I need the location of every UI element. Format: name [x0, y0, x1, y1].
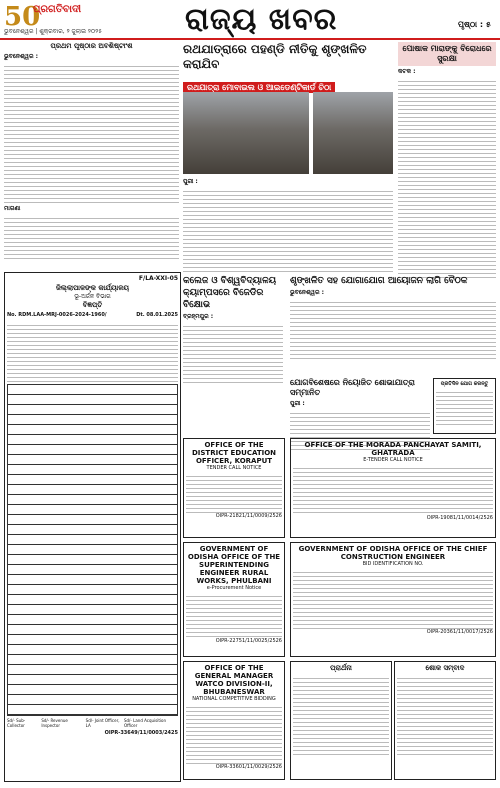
ad-3-body [186, 593, 282, 638]
ad-2-body [293, 465, 493, 515]
obituary-box [394, 661, 496, 780]
main-byline: ପୁରୀ : [183, 178, 198, 185]
ad-1-title: OFFICE OF THE DISTRICT EDUCATION OFFICER, KORAPUT [191, 441, 277, 465]
right-headline: ପୋଷାକ ମାରାଙ୍କୁ ବିରୋଧରେ ସୁରକ୍ଷା [398, 42, 496, 66]
main-story-body [183, 178, 393, 274]
sign-2: Sd/- Revenue Inspector [41, 718, 68, 728]
notice-no: No. RDM.LAA-MRJ-0026-2024-1960/ [7, 312, 107, 318]
notice-title: ବିଜ୍ଞପ୍ତି [82, 301, 103, 309]
ad-5 [183, 661, 285, 780]
ad-4-body [293, 569, 493, 629]
page-number: ପୃଷ୍ଠା : ୫ [458, 20, 491, 29]
obituary-body [397, 675, 493, 755]
notice-dept: ଭୂ-ଅର୍ଜନ ବିଭାଗ [74, 293, 111, 300]
ad-4-title: GOVERNMENT OF ODISHA OFFICE OF THE CHIEF CONSTRUCTION ENGINEER [298, 545, 488, 561]
mid-headline-3: ଯୋଗବିଶେଷରେ ନିୟୋଜିତ ଶୋଭାଯାତ୍ରା ସମ୍ମାନିତ [290, 378, 415, 397]
main-body-text [183, 188, 393, 274]
left-body-text-2 [4, 215, 179, 261]
left-section2-head: ମାଗଣା [4, 205, 21, 212]
ad-2-sub: E-TENDER CALL NOTICE [363, 457, 423, 463]
mid-body-2 [290, 299, 496, 359]
ad-3-opr: OIPR-22751/11/0025/2526 [215, 638, 282, 644]
mid-byline-1: ବ୍ରହ୍ମପୁର : [183, 313, 214, 320]
ad-2-opr: OIPR-19081/11/0014/2526 [426, 515, 493, 521]
ad-3-sub: e-Procurement Notice [206, 585, 262, 591]
anniversary-logo: 50 [4, 2, 41, 32]
left-kicker: ପ୍ରଥମ ପୃଷ୍ଠାର ଅବଶିଷ୍ଟାଂଶ [50, 42, 133, 50]
sidebar-box-1-title: ପ୍ରତିଦିନ ଯୋଗ କରନ୍ତୁ [440, 381, 489, 387]
ad-4 [290, 542, 496, 657]
ad-4-sub: BID IDENTIFICATION NO. [362, 561, 424, 567]
mid-byline-3: ପୁରୀ : [290, 400, 305, 407]
main-story [183, 42, 393, 116]
mid-byline-2: ଭୁବନେଶ୍ୱର : [290, 289, 324, 296]
main-photo-2 [313, 92, 393, 174]
prayer-box [290, 661, 392, 780]
right-column [398, 42, 496, 278]
mid-story-1 [183, 275, 283, 383]
ad-1 [183, 438, 285, 538]
mid-headline-2: ଶୃଙ୍ଖଳିତ ସହ ଯୋଗାଯୋଗ ଆୟୋଜନ ଲାଗି ବୈଠକ [290, 276, 468, 286]
left-byline: ଭୁବନେଶ୍ୱର : [4, 53, 38, 60]
sign-4: Sd/- Land Acquisition Officer [123, 718, 167, 728]
ad-5-title: OFFICE OF THE GENERAL MANAGER WATCO DIVISION-II, BHUBANESWAR [194, 664, 274, 696]
ad-4-opr: OIPR-20361/11/0017/2526 [426, 629, 493, 635]
issue-date: ଭୁବନେଶ୍ୱର | ଶୁକ୍ରବାର, ୨ ଜୁଲାଇ ୨୦୨୫ [4, 28, 102, 35]
ad-5-body [186, 704, 282, 764]
ad-1-opr: OIPR-21821/11/0009/2526 [215, 513, 282, 519]
notice-office: ଜିଲ୍ଲାପାଳଙ୍କ କାର୍ଯ୍ୟାଳୟ [55, 284, 130, 292]
ad-1-body [186, 473, 282, 513]
section-title: ରାଜ୍ୟ ଖବର [185, 2, 338, 37]
notice-schedule-table [7, 384, 178, 716]
notice-date: Dt. 08.01.2025 [136, 312, 178, 318]
sidebar-box-1 [433, 378, 496, 434]
left-story [4, 42, 179, 261]
newspaper-name: ପ୍ରଗତିବାଦୀ [33, 4, 82, 15]
notice-body [7, 322, 178, 382]
prayer-body [293, 675, 389, 755]
main-headline: ରଥଯାତ୍ରାରେ ପହଣ୍ଡି ନୀତିକୁ ଶୃଙ୍ଖଳିତ କରାଯିବ [183, 42, 367, 71]
right-byline: କଟକ : [398, 68, 416, 75]
masthead [0, 0, 500, 40]
ad-1-sub: TENDER CALL NOTICE [206, 465, 262, 471]
ad-2-title: OFFICE OF THE MORADA PANCHAYAT SAMITI, GHATRADA [304, 441, 482, 457]
mid-headline-1: କଲେଜ ଓ ବିଶ୍ୱବିଦ୍ୟାଳୟ କ୍ୟାମ୍ପସରେ ବିଜେଡିର ବିକ୍ଷୋଭ [183, 276, 277, 310]
bottom-right-ads [290, 661, 496, 780]
ad-5-opr: OIPR-33601/11/0029/2526 [215, 764, 282, 770]
ad-5-sub: NATIONAL COMPETITIVE BIDDING [192, 696, 276, 702]
land-acquisition-notice [4, 272, 181, 782]
obituary-title: ଶୋକ ସମ୍ବାଦ [425, 664, 465, 672]
sign-3: Sd/- Joint Officer, LA [85, 718, 120, 728]
ad-3 [183, 542, 285, 657]
mid-body-1 [183, 323, 283, 383]
right-body-text [398, 78, 496, 278]
ad-3-title: GOVERNMENT OF ODISHA OFFICE OF THE SUPERINTENDING ENGINEER RURAL WORKS, PHULBANI [187, 545, 281, 585]
main-photo-1 [183, 92, 309, 174]
sign-1: Sd/- Sub-Collector [7, 718, 26, 728]
left-body-text [4, 63, 179, 203]
prayer-title: ପ୍ରାର୍ଥନା [330, 664, 352, 672]
notice-ref: F/LA-XXI-05 [138, 275, 178, 282]
ad-2 [290, 438, 496, 538]
notice-opr: OIPR-33649/11/0003/2425 [104, 730, 178, 736]
sidebar-box-1-body [436, 389, 493, 427]
mid-story-2 [290, 275, 496, 359]
main-subhead-1: ରଥଯାତ୍ରା ମୋବାଇଲ ଓ ଆଇଡେଣ୍ଟିକାର୍ଡ ଚିଠା [183, 82, 335, 93]
